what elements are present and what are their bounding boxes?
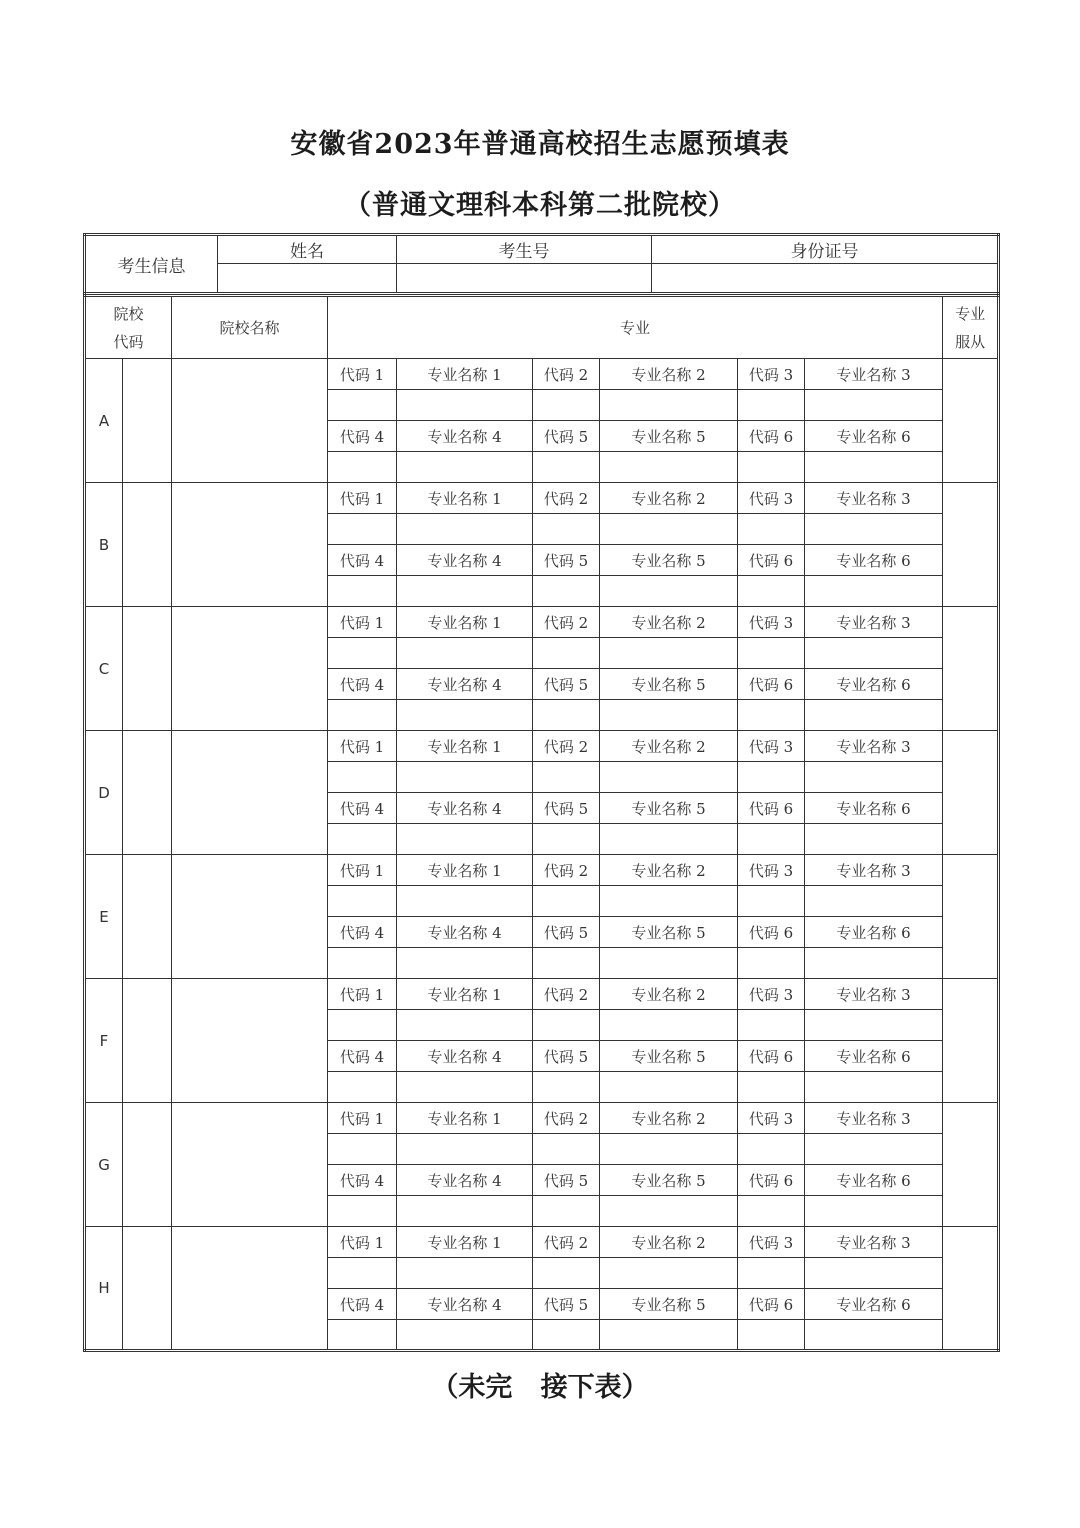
choice-letter: B [85, 483, 123, 607]
obey-field[interactable] [943, 855, 999, 979]
major-code-field[interactable] [738, 390, 805, 421]
major-code-label: 代码 5 [533, 917, 600, 948]
major-name-label: 专业名称 5 [600, 1041, 738, 1072]
major-name-label: 专业名称 1 [397, 979, 533, 1010]
major-code-field[interactable] [328, 1072, 397, 1103]
school-name-field[interactable] [172, 483, 328, 607]
major-code-field[interactable] [328, 886, 397, 917]
major-code-field[interactable] [533, 390, 600, 421]
major-name-field[interactable] [600, 1134, 738, 1165]
major-code-field[interactable] [738, 452, 805, 483]
major-code-field[interactable] [533, 638, 600, 669]
major-name-field[interactable] [397, 1258, 533, 1289]
school-code-field[interactable] [123, 483, 172, 607]
major-code-field[interactable] [328, 948, 397, 979]
major-code-field[interactable] [328, 1320, 397, 1351]
major-name-field[interactable] [397, 762, 533, 793]
major-name-label: 专业名称 3 [805, 483, 943, 514]
major-code-label: 代码 1 [328, 1103, 397, 1134]
major-name-field[interactable] [600, 1196, 738, 1227]
obey-field[interactable] [943, 979, 999, 1103]
major-code-field[interactable] [328, 1196, 397, 1227]
major-name-field[interactable] [600, 576, 738, 607]
exam-number-header: 考生号 [397, 235, 652, 264]
major-code-label: 代码 1 [328, 359, 397, 390]
major-code-label: 代码 2 [533, 855, 600, 886]
exam-number-field[interactable] [397, 264, 652, 294]
obey-header: 专业 服从 [943, 296, 999, 359]
choice-row [85, 483, 999, 514]
major-name-field[interactable] [600, 390, 738, 421]
major-code-field[interactable] [328, 390, 397, 421]
school-name-field[interactable] [172, 731, 328, 855]
major-name-label: 专业名称 3 [805, 979, 943, 1010]
major-code-field[interactable] [328, 452, 397, 483]
school-code-field[interactable] [123, 607, 172, 731]
major-name-label: 专业名称 3 [805, 1227, 943, 1258]
major-name-field[interactable] [805, 886, 943, 917]
major-code-field[interactable] [533, 1072, 600, 1103]
major-code-field[interactable] [738, 700, 805, 731]
major-name-label: 专业名称 3 [805, 731, 943, 762]
major-code-label: 代码 2 [533, 483, 600, 514]
major-name-label: 专业名称 4 [397, 669, 533, 700]
major-code-field[interactable] [738, 886, 805, 917]
major-code-field[interactable] [328, 1134, 397, 1165]
major-name-field[interactable] [805, 514, 943, 545]
major-name-label: 专业名称 5 [600, 1165, 738, 1196]
major-code-label: 代码 1 [328, 607, 397, 638]
major-code-label: 代码 3 [738, 607, 805, 638]
major-code-label: 代码 3 [738, 1103, 805, 1134]
major-name-field[interactable] [805, 1134, 943, 1165]
obey-field[interactable] [943, 483, 999, 607]
major-name-field[interactable] [805, 700, 943, 731]
major-code-field[interactable] [533, 1320, 600, 1351]
major-name-field[interactable] [397, 700, 533, 731]
major-code-field[interactable] [738, 1010, 805, 1041]
obey-field[interactable] [943, 607, 999, 731]
major-code-label: 代码 3 [738, 731, 805, 762]
major-code-field[interactable] [328, 762, 397, 793]
major-name-label: 专业名称 5 [600, 669, 738, 700]
major-name-field[interactable] [805, 452, 943, 483]
major-name-label: 专业名称 6 [805, 1041, 943, 1072]
major-name-label: 专业名称 2 [600, 1227, 738, 1258]
major-code-label: 代码 3 [738, 1227, 805, 1258]
major-name-label: 专业名称 3 [805, 1103, 943, 1134]
major-name-field[interactable] [397, 948, 533, 979]
major-name-field[interactable] [600, 1258, 738, 1289]
major-name-label: 专业名称 1 [397, 359, 533, 390]
major-code-label: 代码 5 [533, 421, 600, 452]
major-name-field[interactable] [600, 948, 738, 979]
major-name-label: 专业名称 4 [397, 1289, 533, 1320]
continued-note: （未完 接下表） [431, 1372, 649, 1403]
major-name-label: 专业名称 3 [805, 855, 943, 886]
student-info-label: 考生信息 [85, 235, 218, 294]
major-name-label: 专业名称 5 [600, 421, 738, 452]
major-code-field[interactable] [738, 762, 805, 793]
major-name-label: 专业名称 2 [600, 731, 738, 762]
name-header: 姓名 [218, 235, 397, 264]
major-code-field[interactable] [328, 514, 397, 545]
major-code-field[interactable] [533, 948, 600, 979]
major-name-field[interactable] [600, 452, 738, 483]
school-name-field[interactable] [172, 1227, 328, 1351]
major-name-field[interactable] [397, 1010, 533, 1041]
choice-row [85, 855, 999, 886]
choice-letter: A [85, 359, 123, 483]
major-name-field[interactable] [397, 886, 533, 917]
major-name-field[interactable] [805, 1010, 943, 1041]
obey-field[interactable] [943, 1227, 999, 1351]
major-name-label: 专业名称 2 [600, 483, 738, 514]
choice-letter: H [85, 1227, 123, 1351]
major-name-field[interactable] [805, 1196, 943, 1227]
major-code-label: 代码 5 [533, 1041, 600, 1072]
major-name-label: 专业名称 5 [600, 545, 738, 576]
major-name-field[interactable] [397, 576, 533, 607]
major-name-field[interactable] [805, 638, 943, 669]
major-name-label: 专业名称 2 [600, 359, 738, 390]
major-code-label: 代码 3 [738, 979, 805, 1010]
school-name-field[interactable] [172, 1103, 328, 1227]
major-name-field[interactable] [600, 1010, 738, 1041]
major-name-label: 专业名称 3 [805, 359, 943, 390]
major-name-label: 专业名称 2 [600, 855, 738, 886]
major-code-label: 代码 4 [328, 545, 397, 576]
name-field[interactable] [218, 264, 397, 294]
major-code-field[interactable] [533, 452, 600, 483]
choice-row [85, 1227, 999, 1258]
major-name-label: 专业名称 2 [600, 1103, 738, 1134]
major-code-field[interactable] [533, 762, 600, 793]
major-code-field[interactable] [738, 576, 805, 607]
major-code-field[interactable] [738, 514, 805, 545]
major-name-field[interactable] [805, 1072, 943, 1103]
major-code-label: 代码 5 [533, 669, 600, 700]
major-code-field[interactable] [533, 824, 600, 855]
major-name-field[interactable] [805, 948, 943, 979]
choice-row [85, 979, 999, 1010]
major-name-field[interactable] [600, 638, 738, 669]
choices-table [83, 294, 1000, 1352]
major-code-label: 代码 2 [533, 607, 600, 638]
major-code-label: 代码 6 [738, 1041, 805, 1072]
major-code-label: 代码 2 [533, 359, 600, 390]
major-name-label: 专业名称 2 [600, 979, 738, 1010]
major-code-label: 代码 6 [738, 917, 805, 948]
major-code-field[interactable] [328, 700, 397, 731]
choice-letter: D [85, 731, 123, 855]
major-name-field[interactable] [600, 886, 738, 917]
major-code-label: 代码 6 [738, 1165, 805, 1196]
major-name-field[interactable] [397, 824, 533, 855]
choice-letter: E [85, 855, 123, 979]
school-name-field[interactable] [172, 359, 328, 483]
major-code-field[interactable] [328, 824, 397, 855]
major-code-label: 代码 4 [328, 1165, 397, 1196]
major-name-label: 专业名称 6 [805, 793, 943, 824]
major-code-field[interactable] [738, 1258, 805, 1289]
major-code-label: 代码 2 [533, 1103, 600, 1134]
student-info-table [83, 233, 1000, 295]
major-name-field[interactable] [397, 390, 533, 421]
major-code-field[interactable] [738, 638, 805, 669]
major-code-label: 代码 3 [738, 855, 805, 886]
choice-letter: C [85, 607, 123, 731]
major-name-label: 专业名称 5 [600, 793, 738, 824]
major-name-label: 专业名称 6 [805, 917, 943, 948]
major-code-label: 代码 1 [328, 855, 397, 886]
school-code-field[interactable] [123, 1227, 172, 1351]
major-code-field[interactable] [533, 886, 600, 917]
major-name-field[interactable] [805, 1258, 943, 1289]
major-code-label: 代码 6 [738, 793, 805, 824]
major-code-field[interactable] [738, 1196, 805, 1227]
major-name-field[interactable] [805, 762, 943, 793]
obey-field[interactable] [943, 359, 999, 483]
major-name-label: 专业名称 1 [397, 1103, 533, 1134]
school-code-header: 院校 代码 [85, 296, 172, 359]
major-code-label: 代码 4 [328, 1041, 397, 1072]
major-code-label: 代码 2 [533, 731, 600, 762]
school-code-field[interactable] [123, 731, 172, 855]
major-code-label: 代码 6 [738, 545, 805, 576]
major-code-label: 代码 6 [738, 669, 805, 700]
major-name-field[interactable] [397, 1072, 533, 1103]
major-code-label: 代码 1 [328, 483, 397, 514]
major-name-field[interactable] [600, 514, 738, 545]
major-code-field[interactable] [738, 1072, 805, 1103]
major-code-label: 代码 1 [328, 1227, 397, 1258]
major-name-label: 专业名称 4 [397, 793, 533, 824]
school-name-field[interactable] [172, 979, 328, 1103]
major-code-label: 代码 4 [328, 421, 397, 452]
major-name-field[interactable] [397, 1320, 533, 1351]
major-code-label: 代码 4 [328, 1289, 397, 1320]
page-subtitle: （普通文理科本科第二批院校） [344, 190, 736, 221]
major-name-label: 专业名称 6 [805, 545, 943, 576]
major-code-field[interactable] [533, 700, 600, 731]
choice-row [85, 359, 999, 390]
school-code-field[interactable] [123, 1103, 172, 1227]
major-name-field[interactable] [805, 576, 943, 607]
major-header: 专业 [328, 296, 943, 359]
major-code-field[interactable] [533, 576, 600, 607]
major-code-label: 代码 4 [328, 917, 397, 948]
major-code-label: 代码 3 [738, 359, 805, 390]
major-name-field[interactable] [397, 1134, 533, 1165]
major-name-field[interactable] [397, 452, 533, 483]
major-name-label: 专业名称 4 [397, 421, 533, 452]
major-name-label: 专业名称 6 [805, 669, 943, 700]
major-code-label: 代码 1 [328, 979, 397, 1010]
major-code-field[interactable] [738, 948, 805, 979]
major-name-label: 专业名称 3 [805, 607, 943, 638]
major-code-label: 代码 2 [533, 1227, 600, 1258]
major-code-field[interactable] [738, 1134, 805, 1165]
major-name-field[interactable] [805, 824, 943, 855]
major-name-field[interactable] [600, 824, 738, 855]
choice-row [85, 731, 999, 762]
major-code-label: 代码 6 [738, 1289, 805, 1320]
major-name-label: 专业名称 4 [397, 917, 533, 948]
major-name-label: 专业名称 6 [805, 1289, 943, 1320]
major-code-label: 代码 6 [738, 421, 805, 452]
major-code-field[interactable] [533, 1258, 600, 1289]
school-code-field[interactable] [123, 979, 172, 1103]
major-code-label: 代码 5 [533, 545, 600, 576]
id-number-field[interactable] [652, 264, 999, 294]
major-name-field[interactable] [600, 1320, 738, 1351]
choice-row [85, 1103, 999, 1134]
school-name-header: 院校名称 [172, 296, 328, 359]
major-name-label: 专业名称 5 [600, 917, 738, 948]
major-name-field[interactable] [600, 1072, 738, 1103]
choice-letter: F [85, 979, 123, 1103]
major-code-label: 代码 5 [533, 793, 600, 824]
major-name-label: 专业名称 6 [805, 421, 943, 452]
major-name-label: 专业名称 1 [397, 607, 533, 638]
major-name-label: 专业名称 6 [805, 1165, 943, 1196]
major-name-label: 专业名称 1 [397, 731, 533, 762]
major-code-label: 代码 1 [328, 731, 397, 762]
major-code-label: 代码 4 [328, 669, 397, 700]
major-name-label: 专业名称 5 [600, 1289, 738, 1320]
major-name-label: 专业名称 2 [600, 607, 738, 638]
major-name-field[interactable] [600, 762, 738, 793]
major-name-label: 专业名称 1 [397, 855, 533, 886]
major-name-field[interactable] [805, 1320, 943, 1351]
id-number-header: 身份证号 [652, 235, 999, 264]
major-code-label: 代码 2 [533, 979, 600, 1010]
major-name-field[interactable] [397, 514, 533, 545]
major-code-field[interactable] [328, 576, 397, 607]
major-name-field[interactable] [397, 638, 533, 669]
school-name-field[interactable] [172, 855, 328, 979]
major-code-label: 代码 4 [328, 793, 397, 824]
major-code-field[interactable] [738, 1320, 805, 1351]
major-code-field[interactable] [533, 1010, 600, 1041]
obey-field[interactable] [943, 731, 999, 855]
major-code-label: 代码 3 [738, 483, 805, 514]
major-name-field[interactable] [805, 390, 943, 421]
major-code-field[interactable] [738, 824, 805, 855]
major-code-label: 代码 5 [533, 1165, 600, 1196]
major-code-field[interactable] [328, 1258, 397, 1289]
major-name-label: 专业名称 4 [397, 1165, 533, 1196]
school-name-field[interactable] [172, 607, 328, 731]
obey-field[interactable] [943, 1103, 999, 1227]
major-name-label: 专业名称 1 [397, 1227, 533, 1258]
major-name-label: 专业名称 1 [397, 483, 533, 514]
major-code-label: 代码 5 [533, 1289, 600, 1320]
major-code-field[interactable] [328, 1010, 397, 1041]
major-code-field[interactable] [533, 1196, 600, 1227]
school-code-field[interactable] [123, 855, 172, 979]
major-code-field[interactable] [533, 1134, 600, 1165]
major-name-label: 专业名称 4 [397, 545, 533, 576]
page-title: 安徽省2023年普通高校招生志愿预填表 [290, 129, 790, 160]
choice-letter: G [85, 1103, 123, 1227]
school-code-field[interactable] [123, 359, 172, 483]
major-name-field[interactable] [397, 1196, 533, 1227]
major-code-field[interactable] [328, 638, 397, 669]
major-name-label: 专业名称 4 [397, 1041, 533, 1072]
choice-row [85, 607, 999, 638]
major-name-field[interactable] [600, 700, 738, 731]
major-code-field[interactable] [533, 514, 600, 545]
